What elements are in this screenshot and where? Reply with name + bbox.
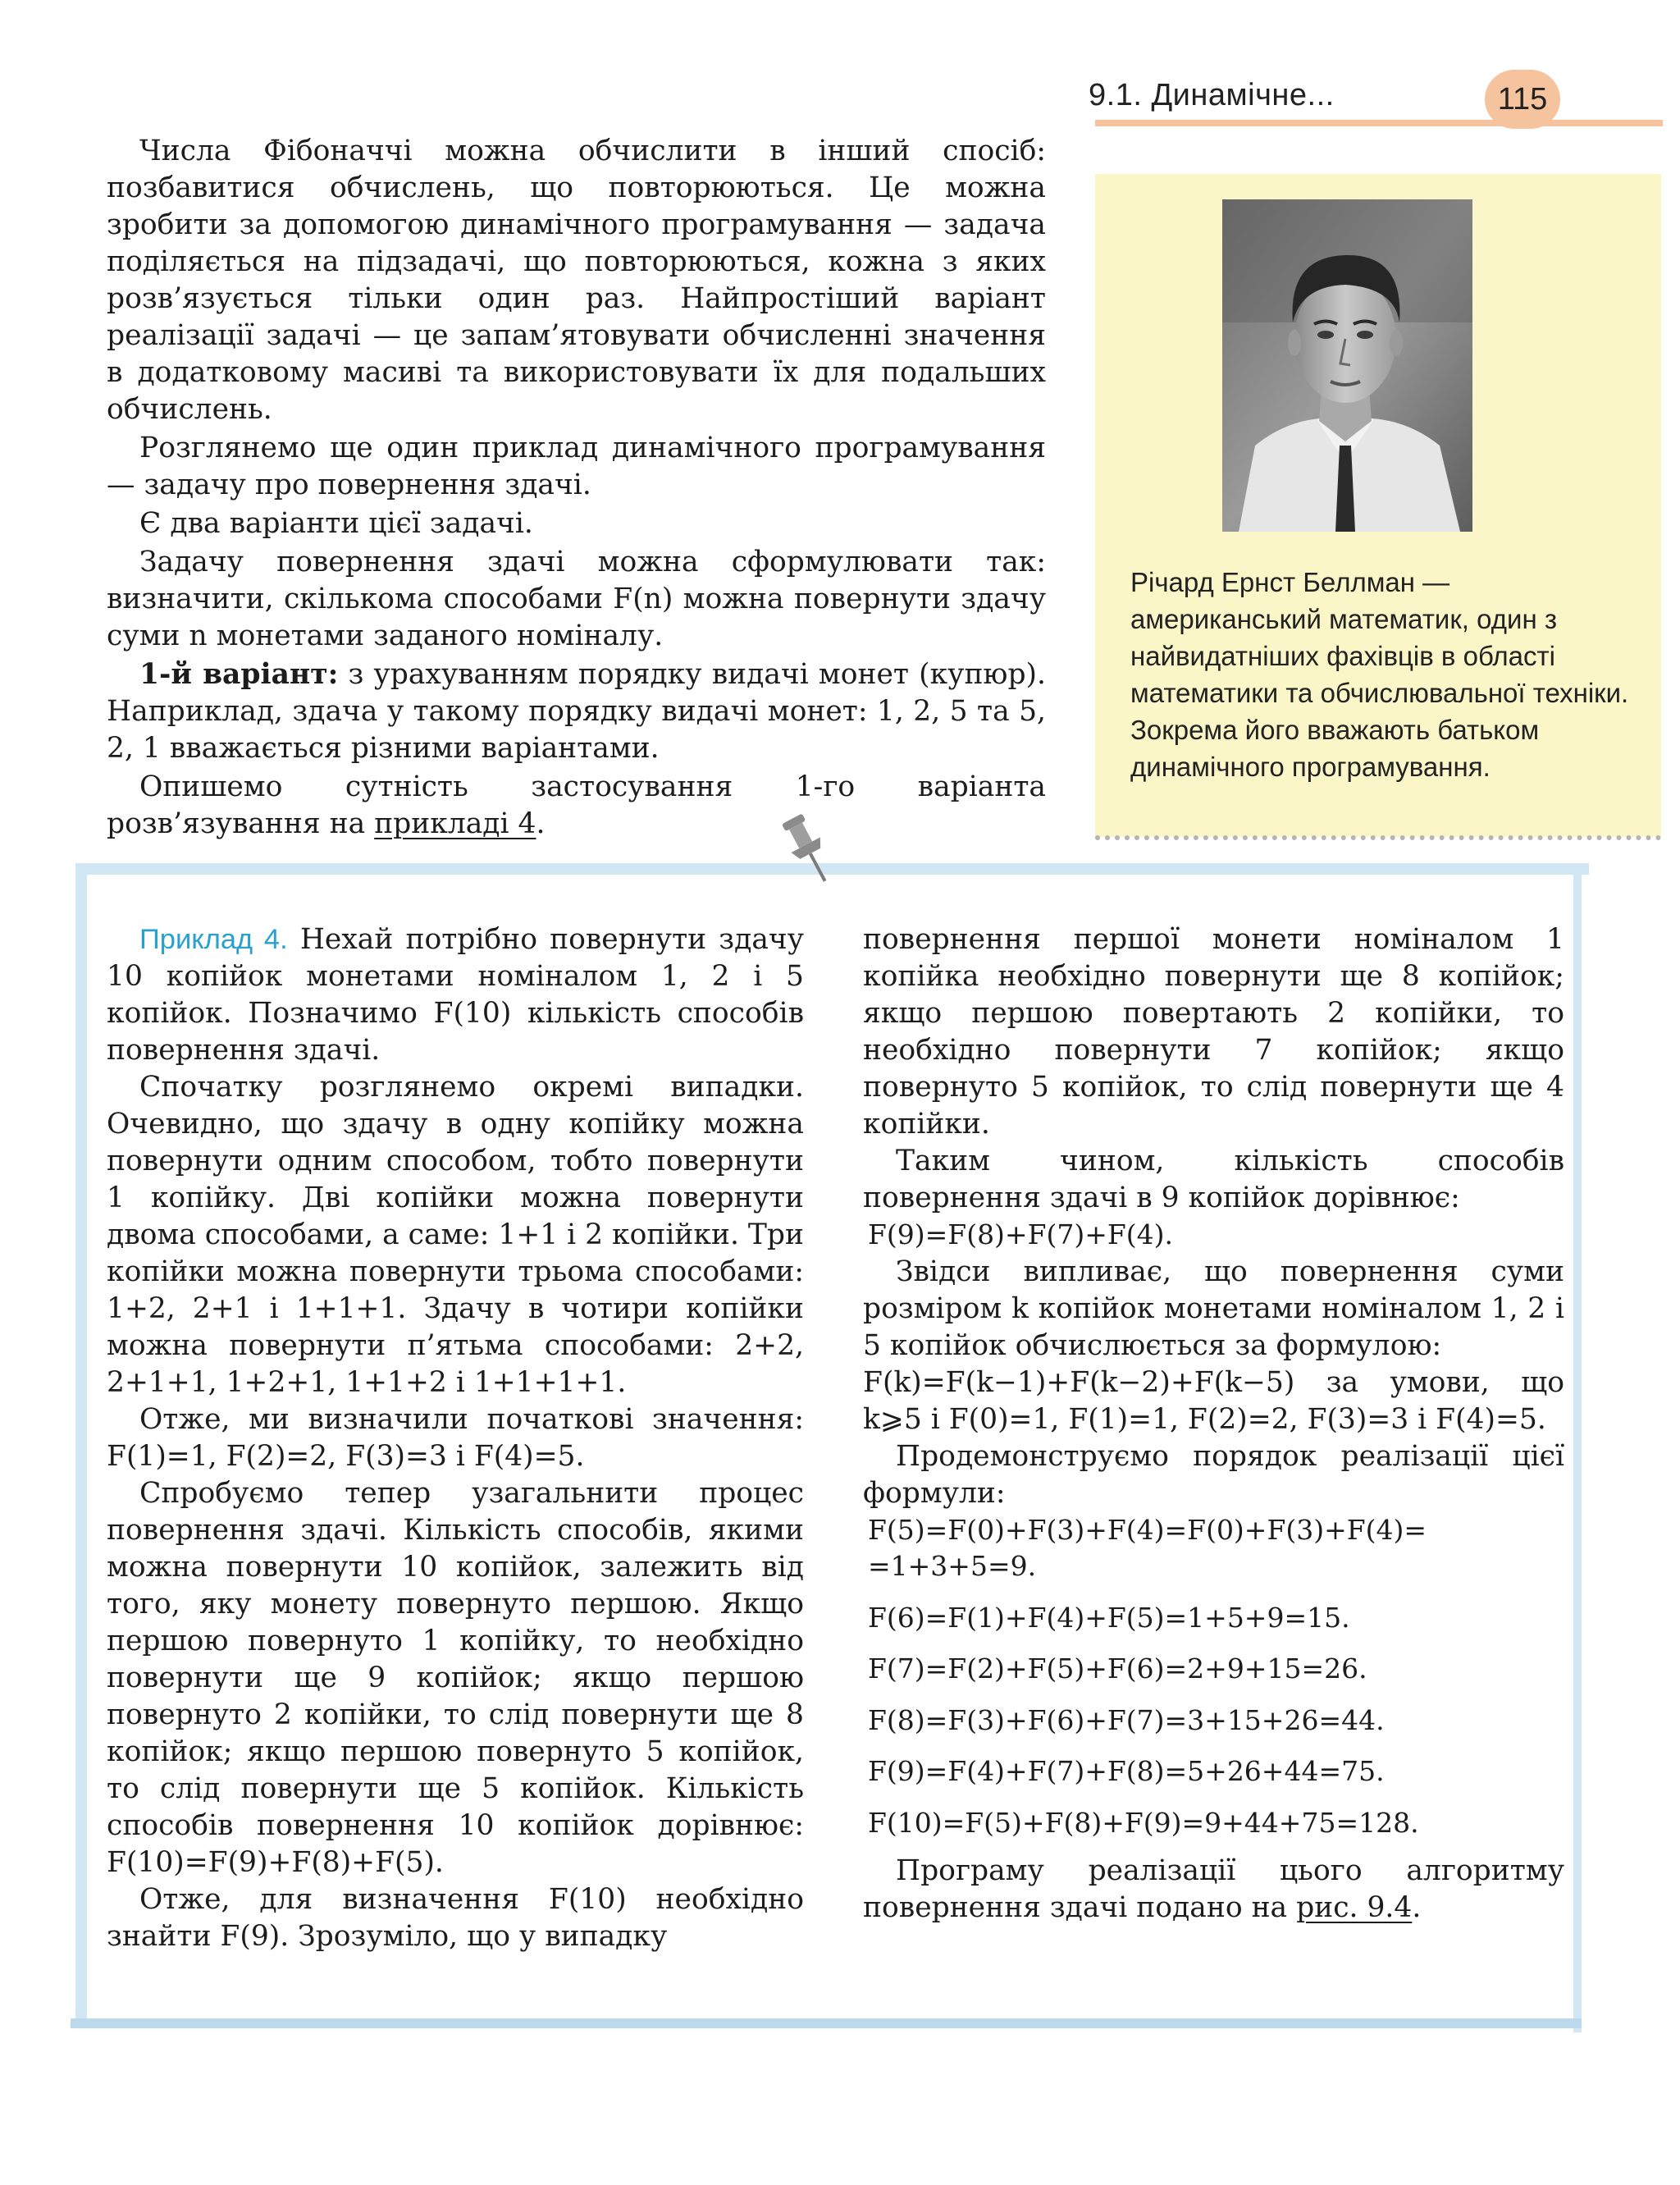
formula-line: F(8)=F(3)+F(6)+F(7)=3+15+26=44. (868, 1703, 1385, 1736)
page-number: 115 (1497, 81, 1548, 117)
formula-line: F(5)=F(0)+F(3)+F(4)=F(0)+F(3)+F(4)= (868, 1513, 1427, 1546)
example-para-9 (863, 1364, 1564, 1438)
formula-line: F(9)=F(4)+F(7)+F(8)=5+26+44=75. (868, 1755, 1385, 1787)
example-para-8-text: Звідси випливає, що повернення суми розміром k копійок монетами номіналом 1, 2 і 5 копійок обчислюється за формулою: (863, 1255, 1564, 1362)
formula-line: F(7)=F(2)+F(5)+F(6)=2+9+15=26. (868, 1652, 1367, 1684)
example-para-6 (863, 921, 1564, 1143)
example-para-10-text: Продемонструємо порядок реалізації цієї формули: (863, 1439, 1564, 1510)
paragraph-6 (107, 769, 1046, 843)
example-para-5 (107, 1881, 804, 1955)
formula-f9: F(9)=F(8)+F(7)+F(4). (868, 1218, 1174, 1250)
variant-label: 1-й варіант: (139, 658, 339, 691)
example-right-column (863, 921, 1564, 1927)
example-box-right-edge (1573, 863, 1582, 2032)
sidebar-dotted-border (1095, 835, 1661, 840)
paragraph-3 (107, 505, 1046, 542)
paragraph-6-text: Опишемо сутність застосування 1-го варіанта розв’язування на (107, 770, 1046, 840)
example-intro-text: Нехай потрібно повернути здачу 10 копійок монетами номіналом 1, 2 і 5 копійок. Позначимо F(10) кількість способів повернення здачі. (107, 923, 804, 1067)
bellman-portrait (1222, 199, 1472, 532)
paragraph-1-text: Числа Фібоначчі можна обчислити в інший спосіб: позбавитися обчислень, що повторюються. Це можна зробити за допомогою динамічного програмування — задача поділяється на підзадачі, що повторюються, кожна з яких розв’язується тільки один раз. Найпростіший варіант реалізації задачі — це запам’ятовувати обчисленні значення в додатковому масиві та використовувати їх для подальших обчислень. (107, 135, 1046, 426)
paragraph-5-text: з урахуванням порядку видачі монет (купюр). Наприклад, здача у такому порядку видачі монет: 1, 2, 5 та 5, 2, 1 вважається різними варіантами. (107, 658, 1046, 765)
paragraph-4 (107, 544, 1046, 655)
example-para-8 (863, 1254, 1564, 1364)
example-4-link[interactable]: прикладі 4 (374, 807, 536, 840)
example-para-10 (863, 1438, 1564, 1512)
example-box-bottom-edge (71, 2018, 1582, 2028)
paragraph-2-text: Розглянемо ще один приклад динамічного програмування — задачу про повернення здачі. (107, 432, 1046, 501)
formula-line: F(6)=F(1)+F(4)+F(5)=1+5+9=15. (868, 1601, 1350, 1634)
paragraph-6-end: . (536, 807, 546, 840)
example-para-5-text: Отже, для визначення F(10) необхідно знайти F(9). Зрозуміло, що у випадку (107, 1883, 804, 1953)
paragraph-3-text: Є два варіанти цієї задачі. (139, 507, 533, 540)
example-para-11 (863, 1853, 1564, 1927)
example-para-11-text: Програму реалізації цього алгоритму повернення здачі подано на (863, 1854, 1564, 1924)
example-para-3 (107, 1401, 804, 1475)
paragraph-1 (107, 133, 1046, 428)
example-para-2 (107, 1069, 804, 1401)
example-para-4-text: Спробуємо тепер узагальнити процес повернення здачі. Кількість способів, якими можна повернути 10 копійок, залежить від того, яку монету повернуто першою. Якщо першою повернуто 1 копійку, то необхідно повернути ще 9 копійок; якщо першою повернуто 2 копійки, то слід повернути ще 8 копійок; якщо першою повернуто 5 копійок, то слід повернути ще 5 копійок. Кількість способів повернення 10 копійок дорівнює: F(10)=F(9)+F(8)+F(5). (107, 1477, 804, 1879)
example-para-7-text: Таким чином, кількість способів повернення здачі в 9 копійок дорівнює: (863, 1145, 1564, 1214)
pushpin-icon (775, 808, 841, 890)
formula-line: F(10)=F(5)+F(8)+F(9)=9+44+75=128. (868, 1806, 1419, 1839)
general-formula-text: F(k)=F(k−1)+F(k−2)+F(k−5) за умови, що k⩾5 і F(0)=1, F(1)=1, F(2)=2, F(3)=3 і F(4)=5. (863, 1365, 1564, 1436)
paragraph-5 (107, 656, 1046, 767)
main-text (107, 133, 1046, 844)
paragraph-4-text: Задачу повернення здачі можна сформулювати так: визначити, скількома способами F(n) можна повернути здачу суми n монетами заданого номіналу. (107, 546, 1046, 652)
example-intro (107, 921, 804, 1069)
example-para-4 (107, 1475, 804, 1881)
portrait-caption: Річард Ернст Беллман — американський математик, один з найвидатніших фахівців в області математики та обчислювальної техніки. Зокрема його вважають батьком динамічного програмування. (1130, 567, 1629, 782)
example-left-column (107, 921, 804, 1955)
section-title: 9.1. Динамічне... (1089, 78, 1335, 112)
example-para-6-text: повернення першої монети номіналом 1 копійка необхідно повернути ще 8 копійок; якщо першою повертають 2 копійки, то необхідно повернути 7 копійок; якщо повернуто 5 копійок, то слід повернути ще 4 копійки. (863, 923, 1564, 1140)
example-para-3-text: Отже, ми визначили початкові значення: F(1)=1, F(2)=2, F(3)=3 і F(4)=5. (107, 1403, 804, 1473)
paragraph-2 (107, 430, 1046, 504)
example-para-11-end: . (1412, 1891, 1422, 1924)
header-rule (1095, 120, 1663, 126)
example-para-2-text: Спочатку розглянемо окремі випадки. Очевидно, що здачу в одну копійку можна повернути одним способом, тобто повернути 1 копійку. Дві копійки можна повернути двома способами, а саме: 1+1 і 2 копійки. Три копійки можна повернути трьома способами: 1+2, 2+1 і 1+1+1. Здачу в чотири копійки можна повернути п’ятьма способами: 2+2, 2+1+1, 1+2+1, 1+1+2 і 1+1+1+1. (107, 1071, 804, 1399)
figure-9-4-link[interactable]: рис. 9.4 (1296, 1891, 1413, 1924)
formula-line: =1+3+5=9. (868, 1550, 1037, 1582)
example-label: Приклад 4. (139, 924, 288, 955)
example-para-7 (863, 1143, 1564, 1217)
page-number-badge (1485, 70, 1560, 129)
